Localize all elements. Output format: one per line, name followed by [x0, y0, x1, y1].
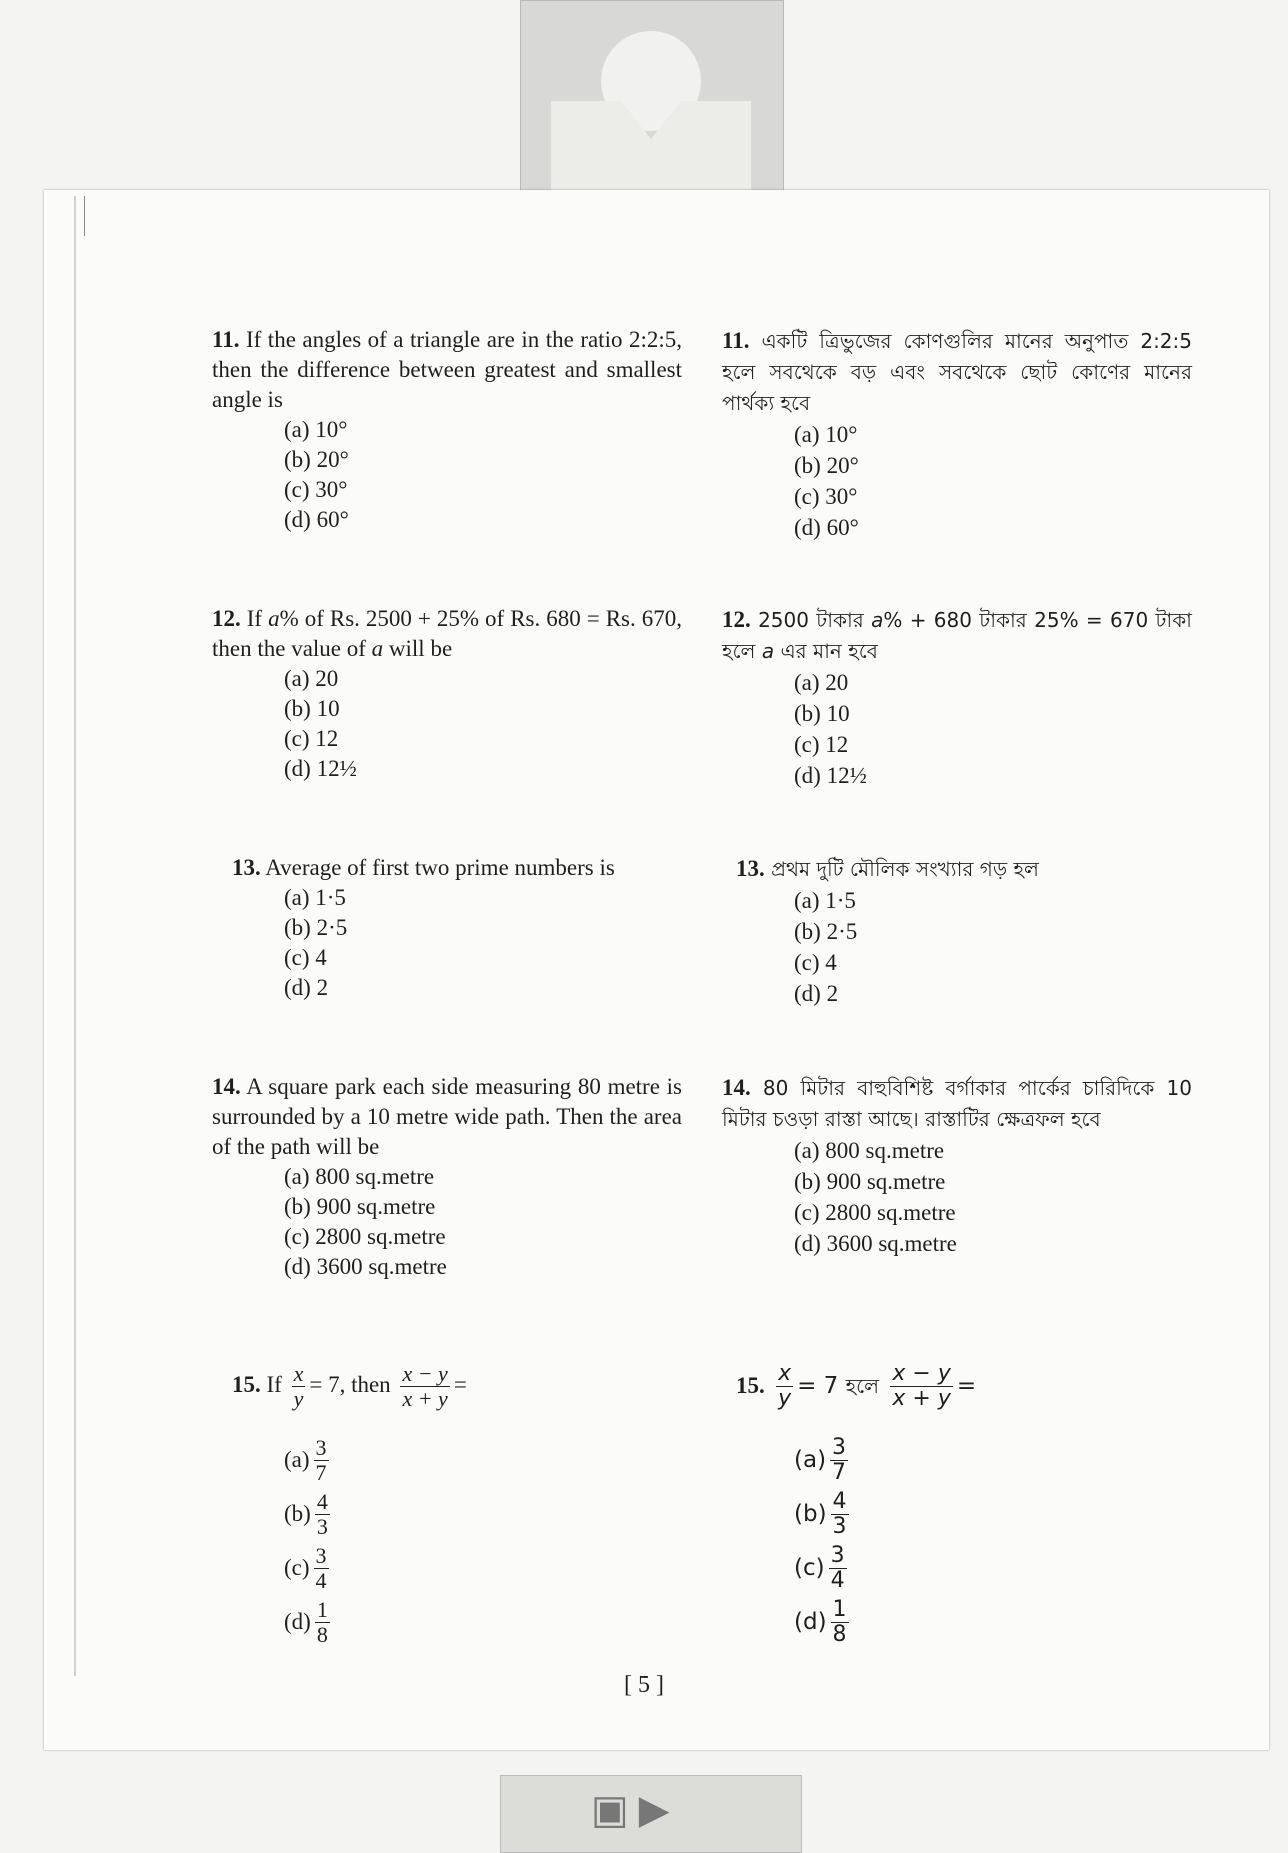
- option-c: (c) 30°: [794, 484, 858, 509]
- variable-a: a: [371, 636, 384, 661]
- question-text-part: If: [266, 1371, 282, 1397]
- equals-seven: = 7: [797, 1373, 839, 1399]
- fraction-x-over-y: [292, 1362, 306, 1411]
- numerator: 3: [830, 1542, 845, 1568]
- question-number: 15.: [232, 1371, 261, 1397]
- question-text-part: % + 680 টাকার 25% = 670 টাকা হলে: [722, 608, 1192, 663]
- question-text-part: এর মান হবে: [780, 639, 878, 663]
- denominator: 7: [315, 1459, 327, 1485]
- question-text-part: 2500 টাকার: [758, 608, 864, 632]
- question-text-part: If: [246, 606, 263, 631]
- question-text: প্রথম দুটি মৌলিক সংখ্যার গড় হল: [771, 857, 1039, 881]
- option-b: [284, 1487, 702, 1541]
- numerator: 1: [316, 1596, 328, 1622]
- option-b: (b) 2·5: [794, 919, 858, 944]
- equals-sign: =: [453, 1371, 467, 1397]
- question-12-en: [212, 604, 682, 784]
- numerator: 1: [832, 1596, 847, 1622]
- option-a: (a) 800 sq.metre: [284, 1164, 435, 1189]
- page-margin-line: [74, 196, 76, 1676]
- option-label: (b): [284, 1501, 311, 1526]
- question-text: A square park each side measuring 80 metre is surrounded by a 10 metre wide path. Then the area of the path will be: [212, 1074, 682, 1159]
- denominator: y: [778, 1386, 792, 1411]
- question-text-part: হলে: [845, 1374, 880, 1398]
- question-text: 80 মিটার বাহুবিশিষ্ট বর্গাকার পার্কের চারিদিকে 10 মিটার চওড়া রাস্তা আছে। রাস্তাটির ক্ষেত্রফল হবে: [722, 1076, 1193, 1131]
- page-margin-mark: [84, 196, 85, 236]
- question-number: 15.: [736, 1373, 765, 1398]
- numerator: 3: [832, 1434, 847, 1460]
- denominator: 8: [832, 1621, 847, 1647]
- question-number: 11.: [212, 327, 240, 352]
- numerator: x − y: [402, 1361, 448, 1386]
- question-text: একটি ত্রিভুজের কোণগুলির মানের অনুপাত 2:2:5 হলে সবথেকে বড় এবং সবথেকে ছোট কোণের মানের পার্থক্য হবে: [722, 329, 1192, 415]
- variable-a: a: [761, 639, 775, 663]
- question-text-part: then: [351, 1371, 391, 1397]
- option-d: (d) 12½: [284, 756, 357, 781]
- option-b: (b) 10: [794, 701, 850, 726]
- option-c: [284, 1541, 702, 1595]
- option-d: (d) 3600 sq.metre: [794, 1231, 957, 1256]
- question-text-part: % of Rs. 2500 + 25% of Rs. 680 = Rs. 670, then the value of: [212, 606, 682, 661]
- option-label: (a): [794, 1446, 827, 1473]
- option-c: (c) 30°: [284, 477, 348, 502]
- denominator: 4: [830, 1567, 845, 1593]
- option-d: (d) 12½: [794, 763, 867, 788]
- question-12-bn: [722, 604, 1192, 791]
- option-c: (c) 4: [284, 945, 327, 970]
- option-d: [284, 1595, 702, 1649]
- question-15-bn: [736, 1362, 1206, 1649]
- option-b: (b) 20°: [284, 447, 349, 472]
- denominator: y: [293, 1386, 304, 1411]
- denominator: 3: [832, 1513, 847, 1539]
- variable-a: a: [871, 608, 884, 632]
- option-a: [794, 1433, 1206, 1487]
- fraction-x-over-y: [776, 1362, 793, 1411]
- option-b: (b) 20°: [794, 453, 859, 478]
- option-a: (a) 10°: [794, 422, 858, 447]
- option-d: (d) 60°: [284, 507, 349, 532]
- option-b: (b) 900 sq.metre: [284, 1194, 436, 1219]
- option-label: (b): [794, 1500, 827, 1527]
- option-d: (d) 3600 sq.metre: [284, 1254, 447, 1279]
- question-number: 12.: [212, 606, 241, 631]
- question-text: If the angles of a triangle are in the ratio 2:2:5, then the difference between greatest and smallest angle is: [212, 327, 682, 412]
- numerator: 4: [832, 1488, 847, 1514]
- denominator: 8: [316, 1621, 328, 1647]
- option-label: (c): [284, 1555, 310, 1580]
- denominator: 3: [316, 1513, 328, 1539]
- option-a: (a) 20: [284, 666, 339, 691]
- denominator: 7: [832, 1459, 847, 1485]
- option-b: [794, 1487, 1206, 1541]
- option-a: (a) 1·5: [284, 885, 346, 910]
- question-11-en: [212, 325, 682, 535]
- denominator: x + y: [402, 1386, 448, 1411]
- question-number: 13.: [736, 856, 765, 881]
- question-number: 14.: [722, 1075, 751, 1100]
- numerator: x: [778, 1361, 792, 1386]
- option-b: (b) 900 sq.metre: [794, 1169, 946, 1194]
- option-b: (b) 2·5: [284, 915, 348, 940]
- page-number: [ 5 ]: [624, 1672, 664, 1698]
- numerator: x − y: [892, 1361, 951, 1386]
- numerator: x: [293, 1361, 304, 1386]
- question-14-en: [212, 1072, 682, 1282]
- question-text-part: will be: [388, 636, 453, 661]
- option-c: [794, 1541, 1206, 1595]
- question-13-bn: [736, 853, 1206, 1009]
- option-a: (a) 10°: [284, 417, 348, 442]
- option-label: (d): [284, 1609, 311, 1634]
- film-icon: ▣ ▶: [591, 1787, 670, 1832]
- numerator: 3: [315, 1434, 327, 1460]
- equals-seven: = 7,: [309, 1371, 346, 1397]
- question-text: Average of first two prime numbers is: [265, 855, 615, 880]
- question-14-bn: [722, 1072, 1192, 1259]
- option-d: (d) 2: [284, 975, 329, 1000]
- variable-a: a: [268, 606, 280, 631]
- option-label: (d): [794, 1608, 827, 1635]
- option-d: (d) 60°: [794, 515, 859, 540]
- option-d: [794, 1595, 1206, 1649]
- question-number: 12.: [722, 607, 751, 632]
- option-c: (c) 12: [794, 732, 849, 757]
- denominator: 4: [315, 1567, 327, 1593]
- binder-clip-bottom: [500, 1775, 802, 1853]
- option-a: [284, 1433, 702, 1487]
- option-c: (c) 4: [794, 950, 837, 975]
- option-c: (c) 2800 sq.metre: [284, 1224, 446, 1249]
- option-a: (a) 800 sq.metre: [794, 1138, 945, 1163]
- question-11-bn: [722, 325, 1192, 543]
- option-label: (a): [284, 1447, 310, 1472]
- numerator: 4: [316, 1488, 328, 1514]
- option-a: (a) 20: [794, 670, 849, 695]
- fraction-expression: [890, 1362, 952, 1411]
- option-d: (d) 2: [794, 981, 839, 1006]
- option-label: (c): [794, 1554, 825, 1581]
- numerator: 3: [315, 1542, 327, 1568]
- question-number: 13.: [232, 855, 261, 880]
- equals-sign: =: [956, 1373, 977, 1399]
- question-number: 11.: [722, 328, 750, 353]
- question-number: 14.: [212, 1074, 241, 1099]
- option-c: (c) 12: [284, 726, 339, 751]
- binder-clip-top: [520, 0, 784, 197]
- fraction-expression: [400, 1362, 449, 1411]
- option-b: (b) 10: [284, 696, 340, 721]
- question-15-en: [232, 1362, 702, 1649]
- option-a: (a) 1·5: [794, 888, 856, 913]
- denominator: x + y: [892, 1386, 951, 1411]
- option-c: (c) 2800 sq.metre: [794, 1200, 956, 1225]
- question-13-en: [232, 853, 702, 1003]
